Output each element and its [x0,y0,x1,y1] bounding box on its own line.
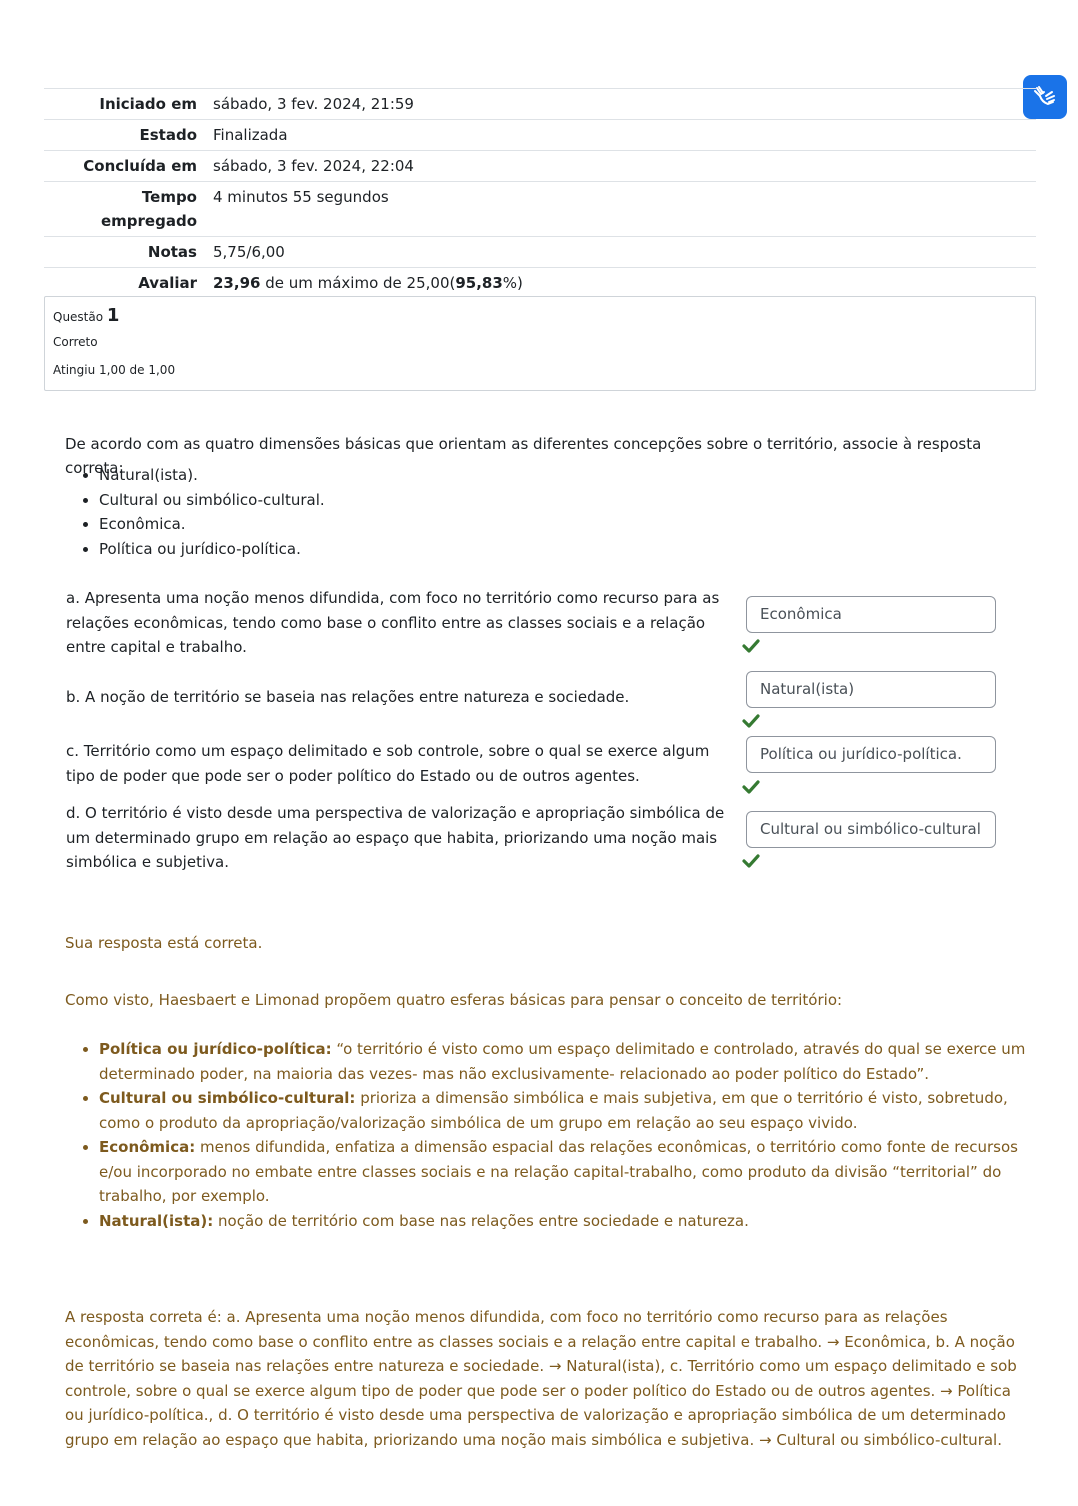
checkmark-icon [742,713,760,729]
feedback-term: Natural(ista): [99,1211,214,1230]
list-item [99,1209,1029,1234]
summary-value: Finalizada [213,120,1036,151]
feedback-text: prioriza a dimensão simbólica e mais subjetiva, em que o território é visto, sobretudo, como o produto da apropriação/valorização simbólica de um grupo em relação ao seu espaço vivido. [99,1089,1008,1132]
question-mark: Atingiu 1,00 de 1,00 [53,363,176,377]
attempt-summary-table [44,88,1036,298]
summary-label: Avaliar [44,268,213,299]
list-item: • Política ou jurídico-política. [99,537,325,562]
feedback-correct: Sua resposta está correta. [65,934,263,952]
feedback-intro: Como visto, Haesbaert e Limonad propõem quatro esferas básicas para pensar o conceito de território: [65,991,843,1009]
summary-row-grade [44,268,1036,299]
list-item [99,1037,1029,1086]
list-item [99,1086,1029,1135]
match-statement-d: d. O território é visto desde uma perspectiva de valorização e apropriação simbólica de um determinado grupo em relação ao espaço que habita, priorizando uma noção mais simbólica e subjetiva. [66,804,725,871]
feedback-term: Política ou jurídico-política: [99,1040,332,1058]
grade-suffix: %) [502,274,523,292]
question-text: De acordo com as quatro dimensões básicas que orientam as diferentes concepções sobre o território, associe à resposta correta: [65,435,982,477]
summary-row-marks [44,237,1036,268]
match-answer-select-d[interactable]: Cultural ou simbólico-cultural [746,811,996,848]
feedback-term: Econômica: [99,1138,196,1156]
question-state: Correto [53,335,98,349]
match-statement-b: b. A noção de território se baseia nas relações entre natureza e sociedade. [66,688,630,706]
summary-row-state [44,120,1036,151]
summary-value [213,268,1036,299]
summary-label: Iniciado em [44,89,213,120]
feedback-list [65,1037,1029,1233]
summary-value: 4 minutos 55 segundos [213,182,1036,237]
question-info-box [44,296,1036,391]
summary-row-completed [44,151,1036,182]
summary-label: Estado [44,120,213,151]
list-item: • Cultural ou simbólico-cultural. [99,488,325,513]
list-item: • Natural(ista). [99,463,325,488]
summary-value: sábado, 3 fev. 2024, 21:59 [213,89,1036,120]
match-answer-select-b[interactable]: Natural(ista) [746,671,996,708]
question-options-list [65,463,325,561]
grade-score: 23,96 [213,274,261,292]
list-item [99,1135,1029,1209]
summary-label: Concluída em [44,151,213,182]
summary-value: sábado, 3 fev. 2024, 22:04 [213,151,1036,182]
feedback-text: “o território é visto como um espaço delimitado e controlado, através do qual se exerce um determinado poder, na maioria das vezes- mas não exclusivamente- relacionado ao poder político do Estado”. [99,1040,1026,1083]
checkmark-icon [742,853,760,869]
right-answer-text: A resposta correta é: a. Apresenta uma noção menos difundida, com foco no território como recurso para as relações econômicas, tendo como base o conflito entre as classes sociais e a relação entre capital e trabalho. → Econômica, b. A noção de território se baseia nas relações entre natureza e sociedade. → Natural(ista), c. Território como um espaço delimitado e sob controle, sobre o qual se exerce algum tipo de poder que pode ser o poder político do Estado ou de outros agentes. → Política ou jurídico-política., d. O território é visto desde uma perspectiva de valorização e apropriação simbólica de um determinado grupo em relação ao espaço que habita, priorizando uma noção mais simbólica e subjetiva. → Cultural ou simbólico-cultural. [65,1308,1017,1449]
list-item: • Econômica. [99,512,325,537]
feedback-text: menos difundida, enfatiza a dimensão espacial das relações econômicas, o território como fonte de recursos e/ou incorporado no embate entre classes sociais e na relação capital-trabalho, como produto da divisão “territorial” do trabalho, por exemplo. [99,1138,1018,1205]
feedback-term: Cultural ou simbólico-cultural: [99,1089,356,1107]
question-prefix: Questão [53,310,104,324]
question-number-value: 1 [106,305,120,326]
match-answer-select-c[interactable]: Política ou jurídico-política. [746,736,996,773]
match-statement-a: a. Apresenta uma noção menos difundida, com foco no território como recurso para as relações econômicas, tendo como base o conflito entre as classes sociais e a relação entre capital e trabalho. [66,589,720,656]
summary-label: Notas [44,237,213,268]
summary-row-started [44,89,1036,120]
summary-row-time [44,182,1036,237]
checkmark-icon [742,779,760,795]
checkmark-icon [742,638,760,654]
feedback-text: noção de território com base nas relações entre sociedade e natureza. [213,1211,749,1230]
summary-label: Tempo empregado [44,182,213,237]
grade-percent: 95,83 [455,274,503,292]
match-statement-c: c. Território como um espaço delimitado e sob controle, sobre o qual se exerce algum tipo de poder que pode ser o poder político do Estado ou de outros agentes. [66,742,710,785]
match-answer-select-a[interactable]: Econômica [746,596,996,633]
question-number [53,305,119,326]
summary-value: 5,75/6,00 [213,237,1036,268]
grade-middle: de um máximo de 25,00( [260,274,456,292]
